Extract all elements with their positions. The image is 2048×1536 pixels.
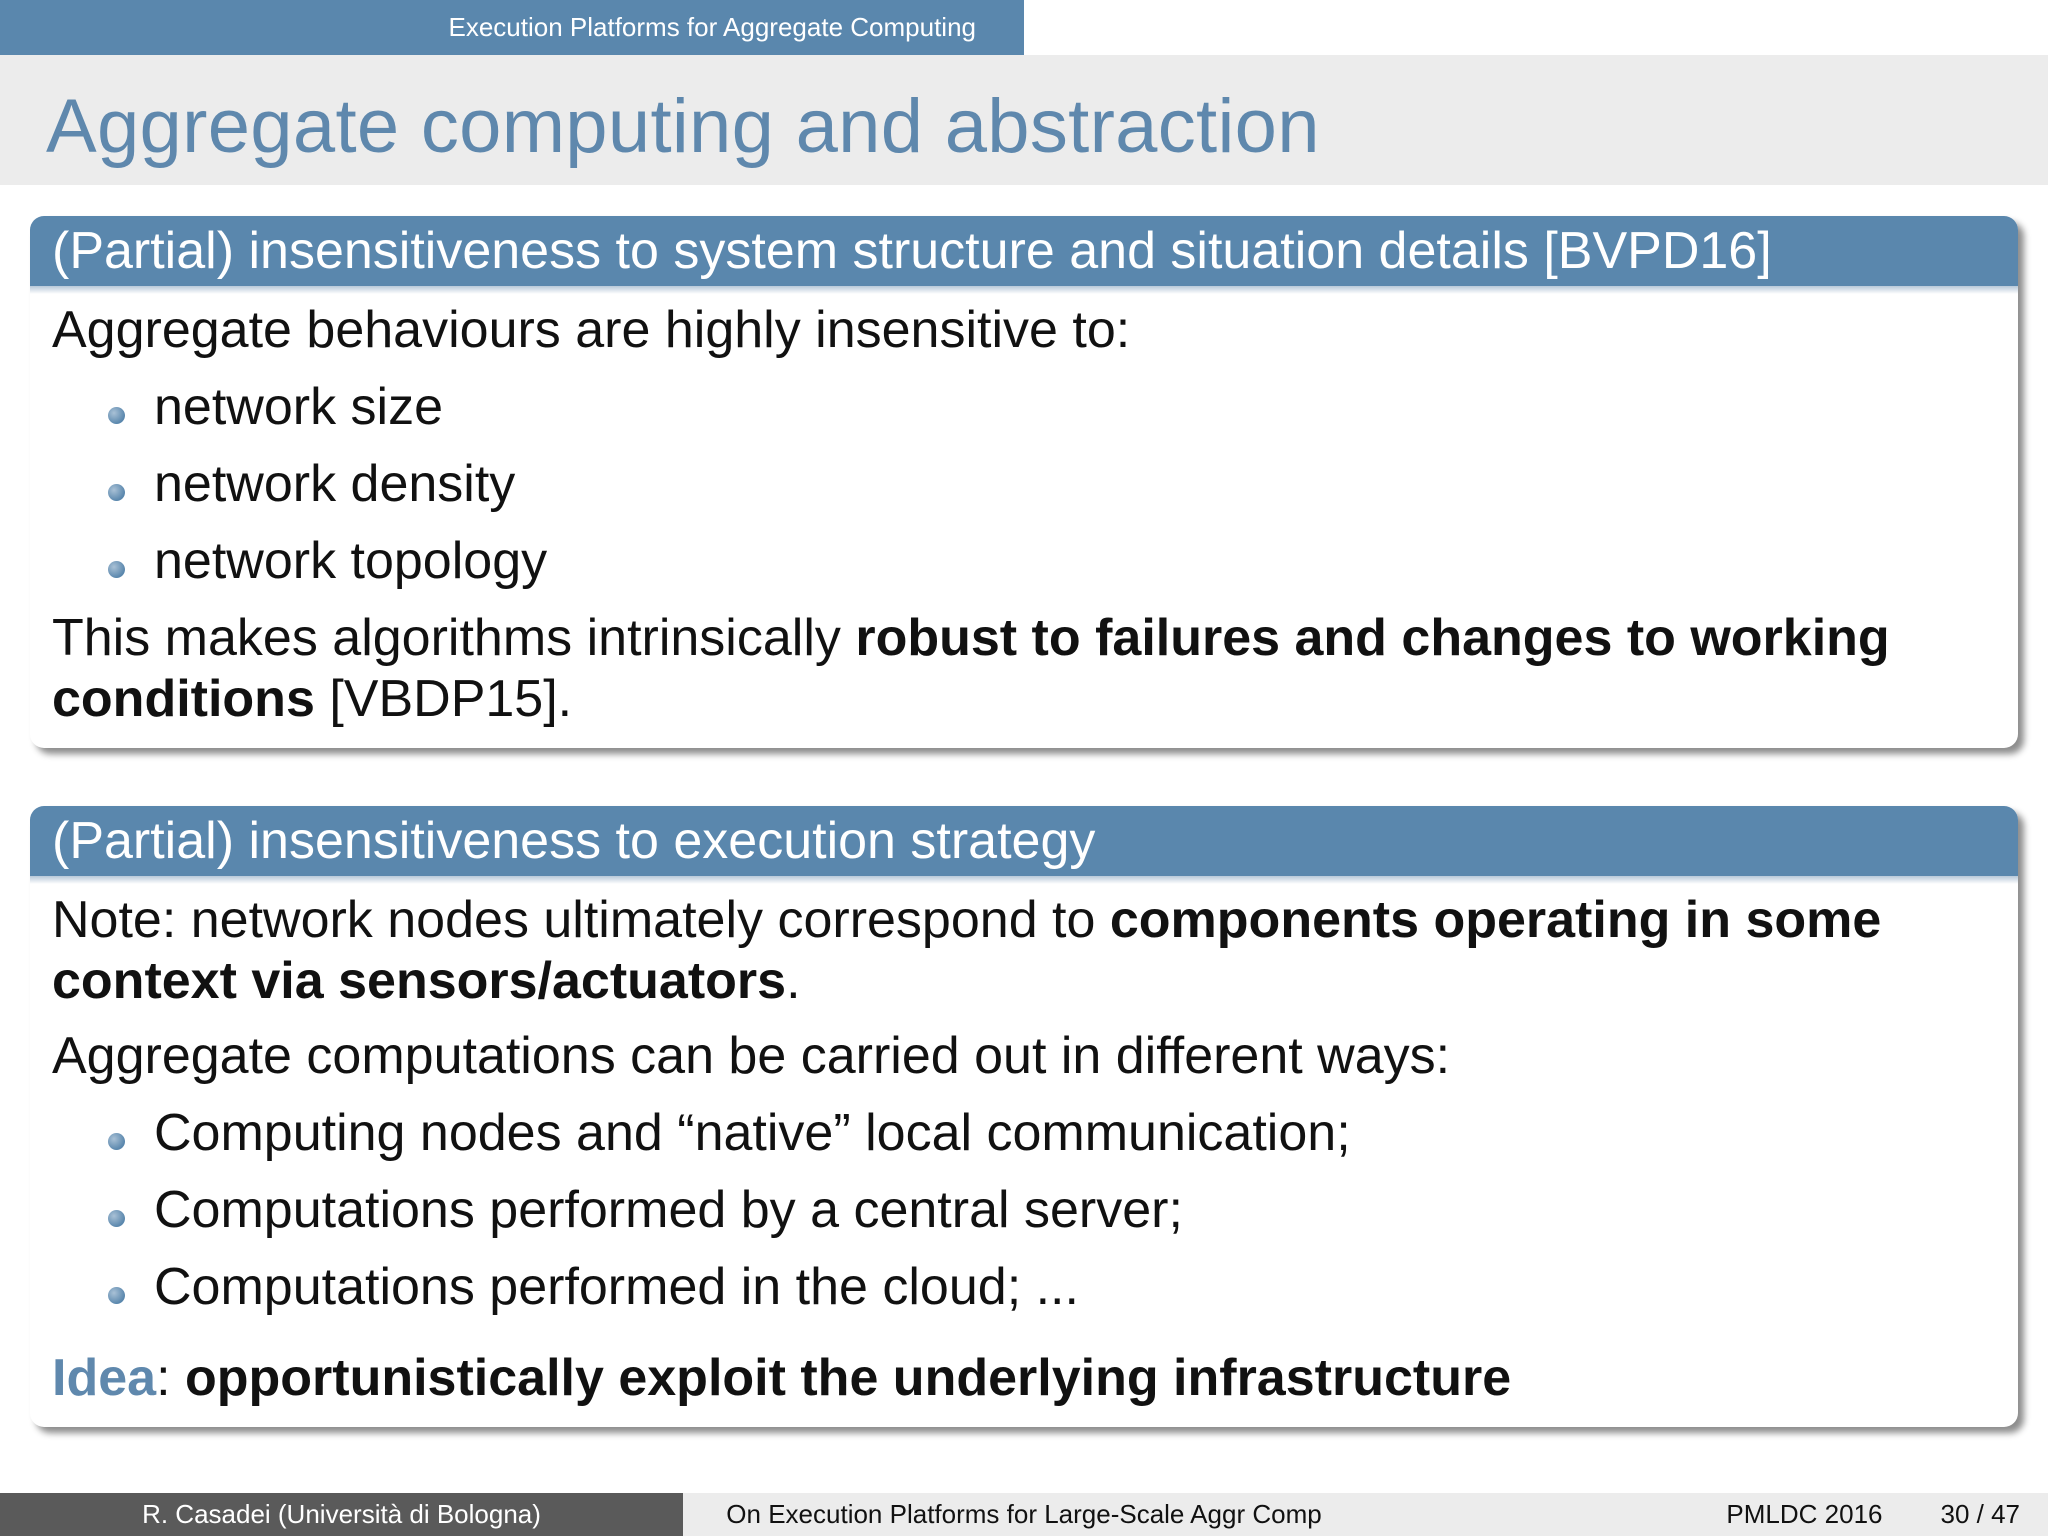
footer-venue-page: [1365, 1493, 2048, 1536]
block-execution-insensitiveness: [30, 806, 2018, 1427]
page-number: 30 / 47: [1940, 1499, 2020, 1529]
idea-paragraph: [52, 1348, 1996, 1409]
note-end: .: [786, 952, 801, 1010]
author-text: R. Casadei (Università di Bologna): [142, 1499, 541, 1529]
list-item: [52, 454, 1996, 515]
title-bar: [0, 55, 2048, 185]
list-item-text: network size: [154, 378, 443, 436]
section-tab: [0, 0, 1024, 55]
block-body: [30, 286, 2018, 748]
bullet-list: [52, 1103, 1996, 1318]
robustness-paragraph: [52, 608, 1996, 730]
block-title: (Partial) insensitiveness to execution strategy: [30, 806, 2018, 876]
bullet-icon: [108, 1133, 125, 1150]
note-text: Note: network nodes ultimately correspond to: [52, 891, 1110, 949]
note-emphasis: components operating in some context via sensors/actuators: [52, 891, 1882, 1010]
list-item-text: network topology: [154, 532, 548, 590]
footer-talk-title: [683, 1493, 1365, 1536]
footer-author: [0, 1493, 683, 1536]
list-item: [52, 1103, 1996, 1164]
list-item: [52, 1180, 1996, 1241]
note-paragraph: [52, 890, 1996, 1012]
idea-separator: :: [156, 1349, 185, 1407]
bullet-icon: [108, 407, 125, 424]
intro-text: Aggregate behaviours are highly insensitive to:: [52, 301, 1131, 359]
paragraph-text: This makes algorithms intrinsically: [52, 609, 856, 667]
bullet-icon: [108, 561, 125, 578]
paragraph-emphasis: robust to failures and changes to working conditions: [52, 609, 1890, 728]
list-item: [52, 531, 1996, 592]
intro-text: Aggregate computations can be carried out in different ways:: [52, 1027, 1451, 1085]
venue-text: PMLDC 2016: [1726, 1499, 1883, 1529]
idea-text: opportunistically exploit the underlying infrastructure: [184, 1349, 1512, 1407]
list-item-text: Computations performed in the cloud; ...: [154, 1258, 1079, 1316]
slide-title: Aggregate computing and abstraction: [46, 84, 1320, 169]
paragraph-citation: [VBDP15].: [314, 670, 573, 728]
block-title: (Partial) insensitiveness to system structure and situation details [BVPD16]: [30, 216, 2018, 286]
list-item-text: network density: [154, 455, 516, 513]
footer: [0, 1493, 2048, 1536]
block-structure-insensitiveness: [30, 216, 2018, 748]
block-body: [30, 876, 2018, 1427]
bullet-icon: [108, 1210, 125, 1227]
talk-title-text: On Execution Platforms for Large-Scale Aggr Comp: [726, 1499, 1322, 1529]
list-item-text: Computations performed by a central server;: [154, 1181, 1183, 1239]
idea-label: Idea: [52, 1349, 157, 1407]
list-item: [52, 377, 1996, 438]
list-item-text: Computing nodes and “native” local communication;: [154, 1104, 1351, 1162]
bullet-icon: [108, 1287, 125, 1304]
section-title: Execution Platforms for Aggregate Computing: [448, 12, 976, 42]
list-item: [52, 1257, 1996, 1318]
bullet-list: [52, 377, 1996, 592]
bullet-icon: [108, 484, 125, 501]
